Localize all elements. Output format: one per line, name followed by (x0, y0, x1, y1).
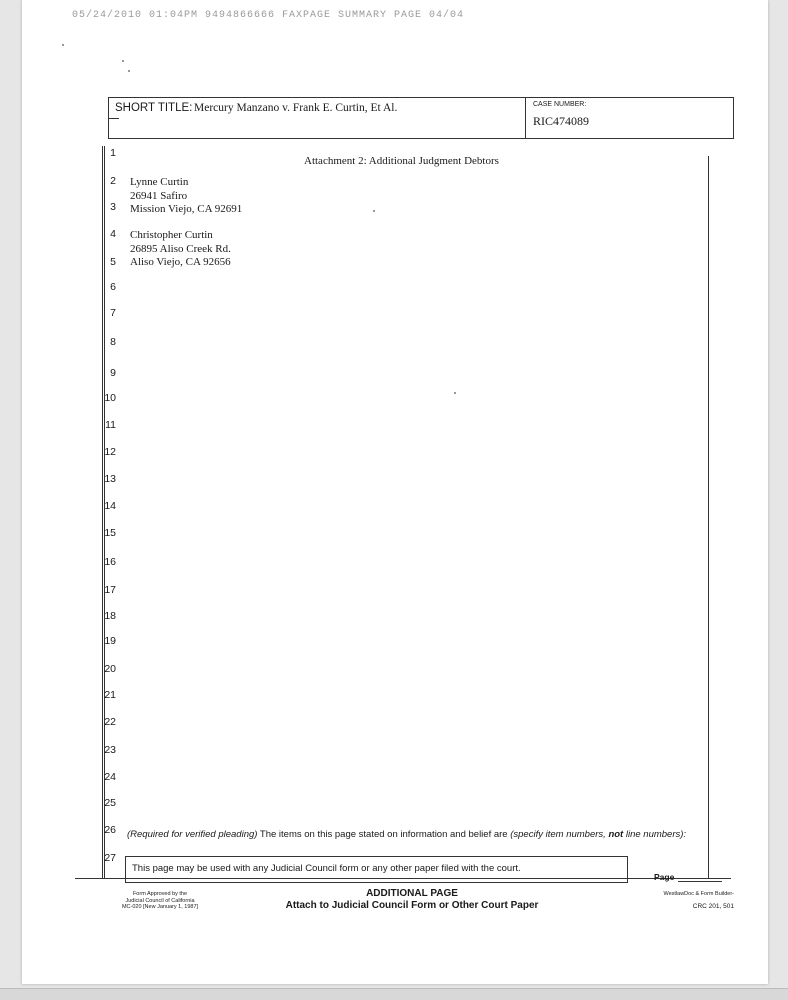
debtor-name: Christopher Curtin (130, 229, 213, 241)
scan-speck (373, 210, 375, 212)
scan-speck (122, 60, 124, 62)
line-number: 24 (104, 771, 116, 783)
debtor-address-block (130, 176, 242, 217)
case-number-cell (526, 98, 733, 138)
right-margin-rule (708, 156, 709, 878)
note-italic-paren: (specify item numbers, (510, 829, 609, 840)
line-number: 15 (104, 527, 116, 539)
case-number-label: CASE NUMBER: (533, 101, 587, 108)
line-number: 5 (110, 256, 116, 268)
line-number: 23 (104, 744, 116, 756)
verification-note (127, 829, 707, 841)
short-title-cell (109, 98, 526, 138)
footer-code: CRC 201, 501 (692, 903, 734, 910)
debtor-street: 26895 Aliso Creek Rd. (130, 242, 231, 255)
note-text: The items on this page stated on information and belief are (257, 829, 511, 840)
debtor-city: Aliso Viejo, CA 92656 (130, 256, 231, 268)
debtor-name: Lynne Curtin (130, 176, 189, 188)
line-number: 21 (104, 689, 116, 701)
viewer-bottom-strip (0, 988, 788, 1000)
debtor-street: 26941 Safiro (130, 189, 188, 202)
footer-publisher: WestlawDoc & Form Builder- (663, 891, 734, 897)
short-title-label: SHORT TITLE: (115, 102, 193, 114)
line-number: 13 (104, 473, 116, 485)
line-number: 9 (110, 367, 116, 379)
footer-rule-reference (644, 891, 734, 910)
page-number-blank (678, 881, 722, 882)
case-number-value: RIC474089 (533, 114, 590, 128)
line-number: 8 (110, 336, 116, 348)
line-numbers (92, 140, 120, 880)
fax-header: 05/24/2010 01:04PM 9494866666 FAXPAGE SUMMARY PAGE 04/04 (72, 10, 465, 21)
short-title-value: Mercury Manzano v. Frank E. Curtin, Et Al. (194, 102, 398, 114)
attachment-title: Attachment 2: Additional Judgment Debtors (304, 155, 499, 167)
line-number: 17 (104, 584, 116, 596)
footer-title: ADDITIONAL PAGE (366, 888, 458, 899)
debtor-city: Mission Viejo, CA 92691 (130, 203, 243, 215)
page-label: Page (654, 872, 675, 882)
line-number: 2 (110, 175, 116, 187)
note-italic-prefix: (Required for verified pleading) (127, 829, 258, 840)
line-number: 7 (110, 307, 116, 319)
footer-left-line: Form Approved by the (132, 891, 188, 897)
line-number: 11 (105, 419, 116, 431)
line-number: 20 (104, 663, 116, 675)
line-number: 25 (104, 797, 116, 809)
line-number: 3 (110, 201, 116, 213)
scan-speck (62, 44, 64, 46)
line-number: 12 (104, 446, 116, 458)
debtor-address-block (130, 229, 231, 270)
line-number: 27 (104, 852, 116, 864)
scan-speck (454, 392, 456, 394)
footer-subtitle: Attach to Judicial Council Form or Other Court Paper (285, 900, 539, 911)
document-page (22, 0, 768, 984)
line-number: 16 (104, 556, 116, 568)
caption-box (108, 97, 734, 139)
line-number: 6 (110, 281, 116, 293)
scan-speck (128, 70, 130, 72)
footer-left-line: MC-020 [New January 1, 1987] (121, 904, 199, 910)
caption-divider (109, 118, 119, 119)
line-number: 19 (104, 635, 116, 647)
footer-form-title (252, 888, 572, 911)
note-italic-suffix: line numbers): (623, 829, 687, 840)
line-number: 10 (104, 392, 116, 404)
line-number: 26 (104, 824, 116, 836)
line-number: 18 (104, 610, 116, 622)
line-number: 22 (104, 716, 116, 728)
line-number: 14 (104, 500, 116, 512)
line-number: 4 (110, 228, 116, 240)
line-number: 1 (110, 147, 116, 159)
footer-form-approval (110, 891, 210, 911)
usage-notice-box: This page may be used with any Judicial Council form or any other paper filed with the court. (125, 856, 628, 883)
footer-left-line: Judicial Council of California (125, 897, 195, 904)
note-bold-not: not (608, 829, 624, 840)
